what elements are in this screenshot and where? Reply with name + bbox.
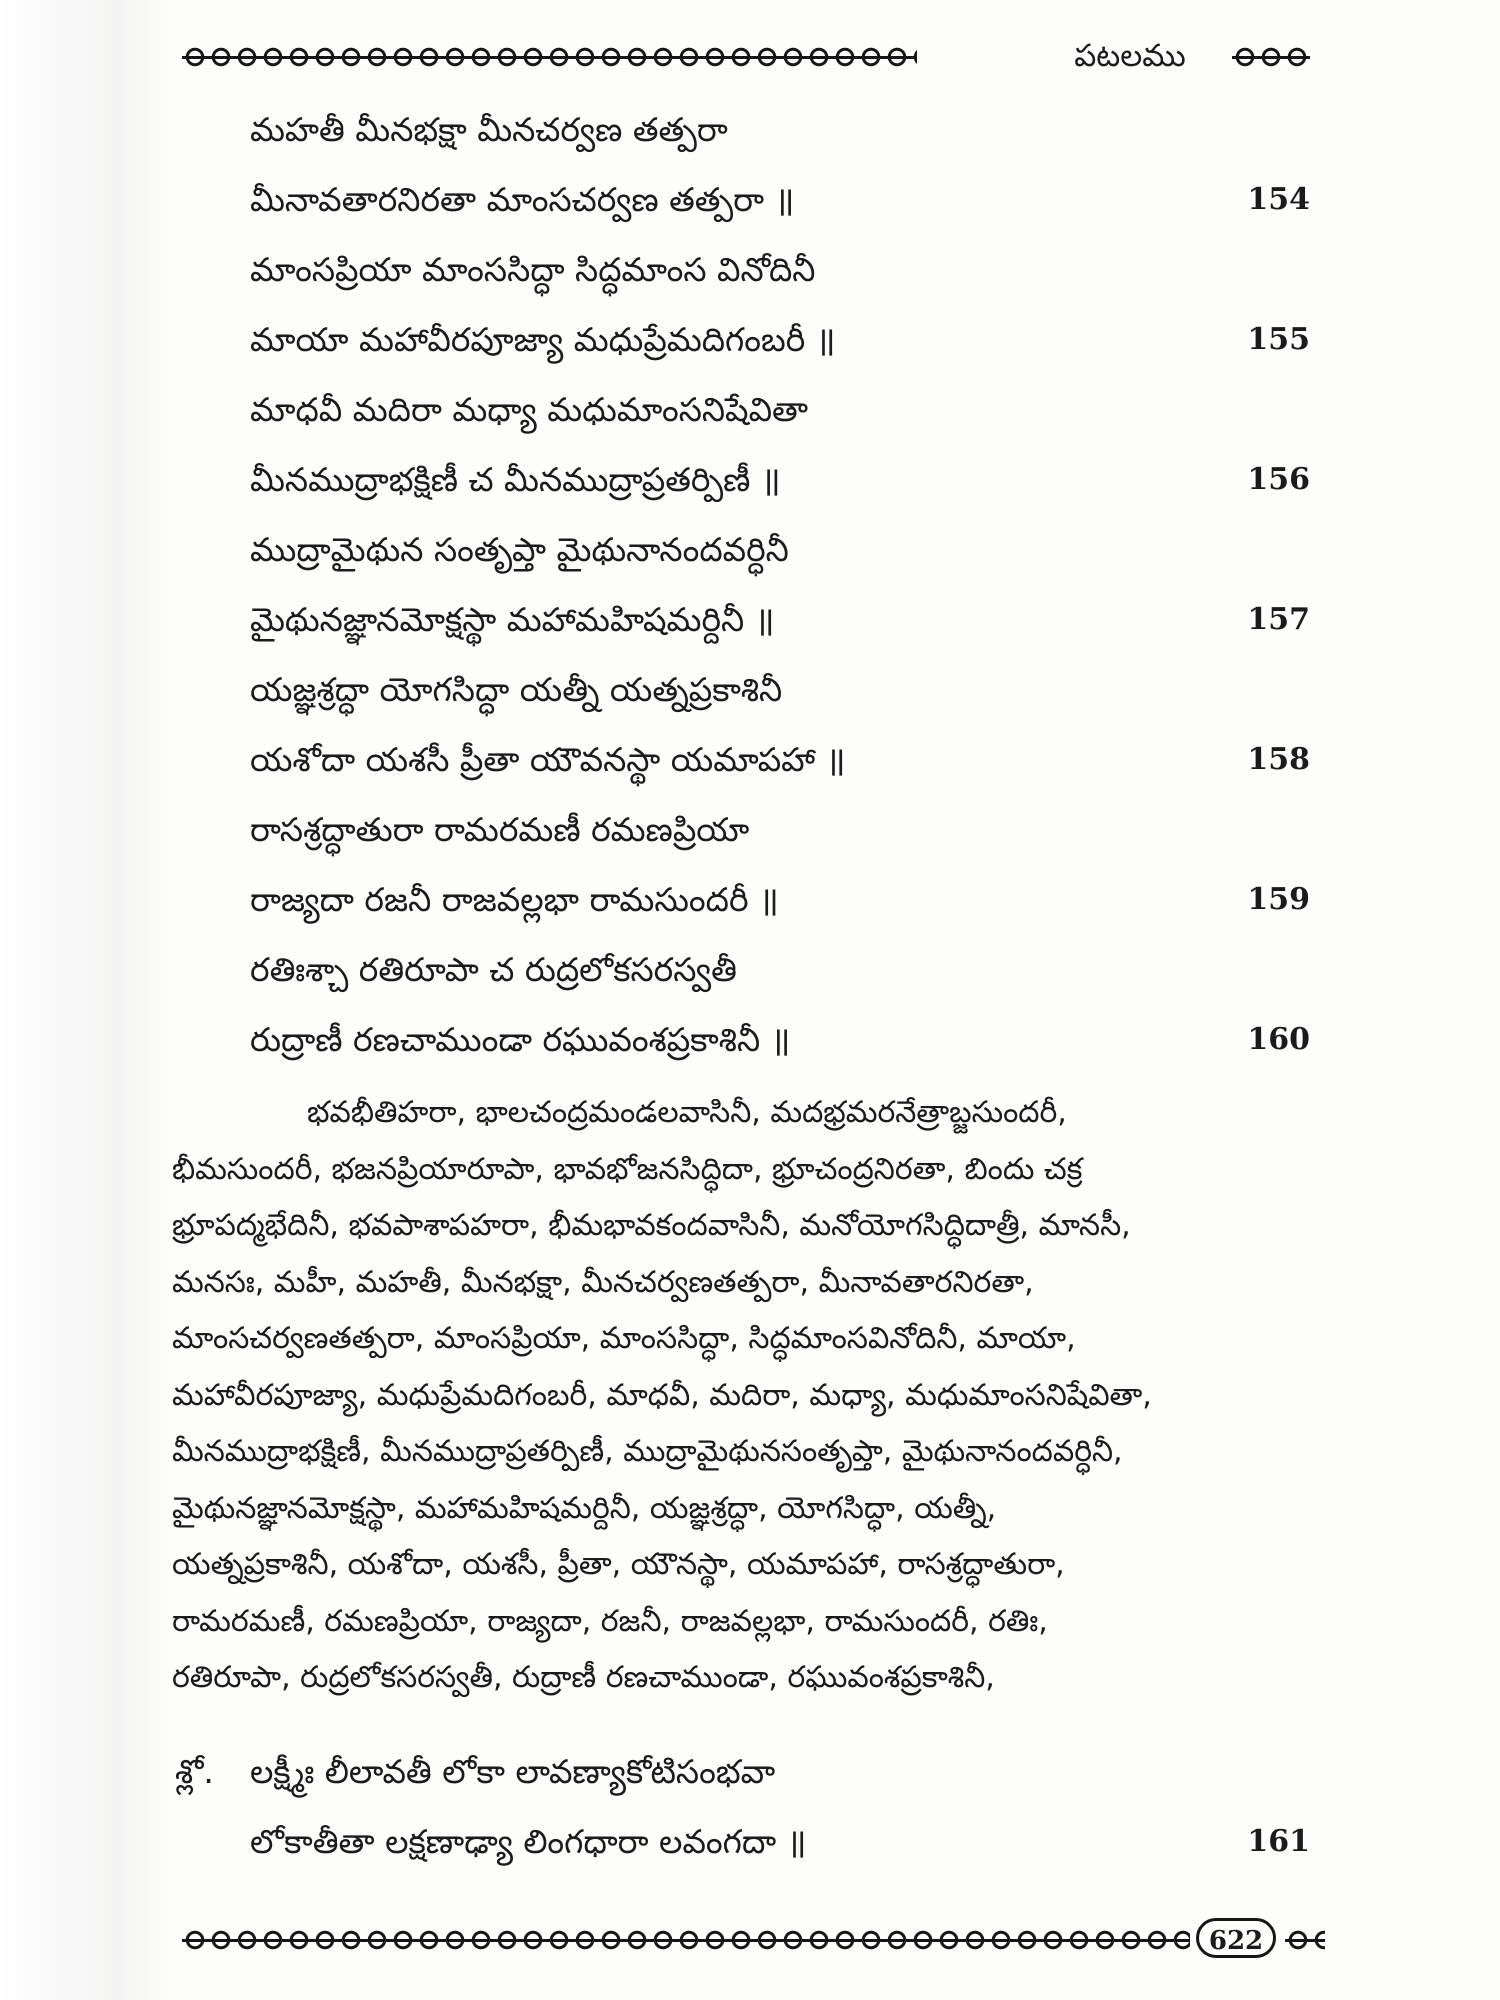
running-header-title: పటలము (1074, 38, 1186, 74)
verse-line: మహతీ మీనభక్షా మీనచర్వణ తత్పరా (250, 110, 728, 149)
verse-line: మాయా మహావీరపూజ్యా మధుప్రేమదిగంబరీ ॥ (250, 320, 836, 359)
shloka-label: శ్లో. (175, 1752, 214, 1791)
verse-line: యజ్ఞశ్రద్ధా యోగసిద్ధా యత్నీ యత్నప్రకాశినీ (250, 670, 783, 709)
verse-line: రుద్రాణీ రణచాముండా రఘువంశప్రకాశినీ ॥ (250, 1020, 791, 1059)
verse-number: 157 (1247, 602, 1310, 637)
paragraph-line: మీనముద్రాభక్షిణీ, మీనముద్రాప్రతర్పిణీ, ముద్రామైథునసంతృప్తా, మైథునానందవర్ధినీ, (172, 1434, 1123, 1469)
paragraph-line: యత్నప్రకాశినీ, యశోదా, యశసీ, ప్రీతా, యౌనస్థా, యమాపహా, రాసశ్రద్ధాతురా, (172, 1547, 1065, 1582)
verse-number: 159 (1247, 882, 1310, 917)
names-paragraph (172, 1085, 1312, 1707)
verse-line: మాధవీ మదిరా మధ్యా మధుమాంసనిషేవితా (250, 390, 809, 429)
vine-border-icon (1232, 42, 1310, 72)
paragraph-line: మాంసచర్వణతత్పరా, మాంసప్రియా, మాంససిద్ధా, సిద్ధమాంసవినోదినీ, మాయా, (172, 1321, 1076, 1356)
verse-number: 155 (1247, 322, 1310, 357)
verse-line: మాంసప్రియా మాంససిద్ధా సిద్ధమాంస వినోదినీ (250, 250, 816, 289)
vine-border-icon (1285, 1925, 1325, 1955)
vine-border-icon (182, 42, 917, 72)
paragraph-line: మైథునజ్ఞానమోక్షస్థా, మహామహిషమర్దినీ, యజ్ఞశ్రద్ధా, యోగసిద్ధా, యత్నీ, (172, 1490, 997, 1526)
verse-number: 161 (1247, 1824, 1310, 1859)
page-gutter-shadow (0, 0, 170, 2000)
verse-line: లక్ష్మీః లీలావతీ లోకా లావణ్యాకోటిసంభవా (250, 1752, 776, 1791)
verse-number: 154 (1247, 182, 1310, 217)
verse-number: 158 (1247, 742, 1310, 777)
verse-line: యశోదా యశసీ ప్రీతా యౌవనస్థా యమాపహా ॥ (250, 740, 846, 779)
verse-line: మీనముద్రాభక్షిణీ చ మీనముద్రాప్రతర్పిణీ ॥ (250, 460, 781, 499)
verse-line: మైథునజ్ఞానమోక్షస్థా మహామహిషమర్దినీ ॥ (250, 600, 775, 639)
verse-line: రాసశ్రద్ధాతురా రామరమణీ రమణప్రియా (250, 810, 750, 849)
page-number: 622 (1196, 1918, 1276, 1958)
paragraph-line: రామరమణీ, రమణప్రియా, రాజ్యదా, రజనీ, రాజవల్లభా, రామసుందరీ, రతిః, (172, 1603, 1048, 1639)
paragraph-line: మహావీరపూజ్యా, మధుప్రేమదిగంబరీ, మాధవీ, మదిరా, మధ్యా, మధుమాంసనిషేవితా, (172, 1377, 1152, 1413)
verse-line: మీనావతారనిరతా మాంసచర్వణ తత్పరా ॥ (250, 180, 795, 219)
verse-number: 160 (1247, 1022, 1310, 1057)
vine-border-icon (182, 1925, 1190, 1955)
paragraph-line: రతిరూపా, రుద్రలోకసరస్వతీ, రుద్రాణీ రణచాముండా, రఘువంశప్రకాశినీ, (172, 1660, 995, 1695)
verse-line: ముద్రామైథున సంతృప్తా మైథునానందవర్ధినీ (250, 530, 789, 569)
paragraph-line: భ్రూపద్మభేదినీ, భవపాశాపహరా, భీమభావకందవాసినీ, మనోయోగసిద్ధిదాత్రీ, మానసీ, (172, 1208, 1131, 1243)
verse-line: రతిఃశ్చా రతిరూపా చ రుద్రలోకసరస్వతీ (250, 950, 737, 989)
verse-number: 156 (1247, 462, 1310, 497)
paragraph-line: మనసః, మహీ, మహతీ, మీనభక్షా, మీనచర్వణతత్పరా, మీనావతారనిరతా, (172, 1264, 1034, 1300)
paragraph-line: భవభీతిహరా, భాలచంద్రమండలవాసినీ, మదభ్రమరనేత్రాబ్జసుందరీ, (307, 1095, 1067, 1130)
paragraph-line: భీమసుందరీ, భజనప్రియారూపా, భావభోజనసిద్ధిదా, భ్రూచంద్రనిరతా, బిందు చక్ర (172, 1151, 1083, 1187)
verse-line: లోకాతీతా లక్షణాఢ్యా లింగధారా లవంగదా ॥ (250, 1822, 807, 1861)
verse-line: రాజ్యదా రజనీ రాజవల్లభా రామసుందరీ ॥ (250, 880, 779, 919)
